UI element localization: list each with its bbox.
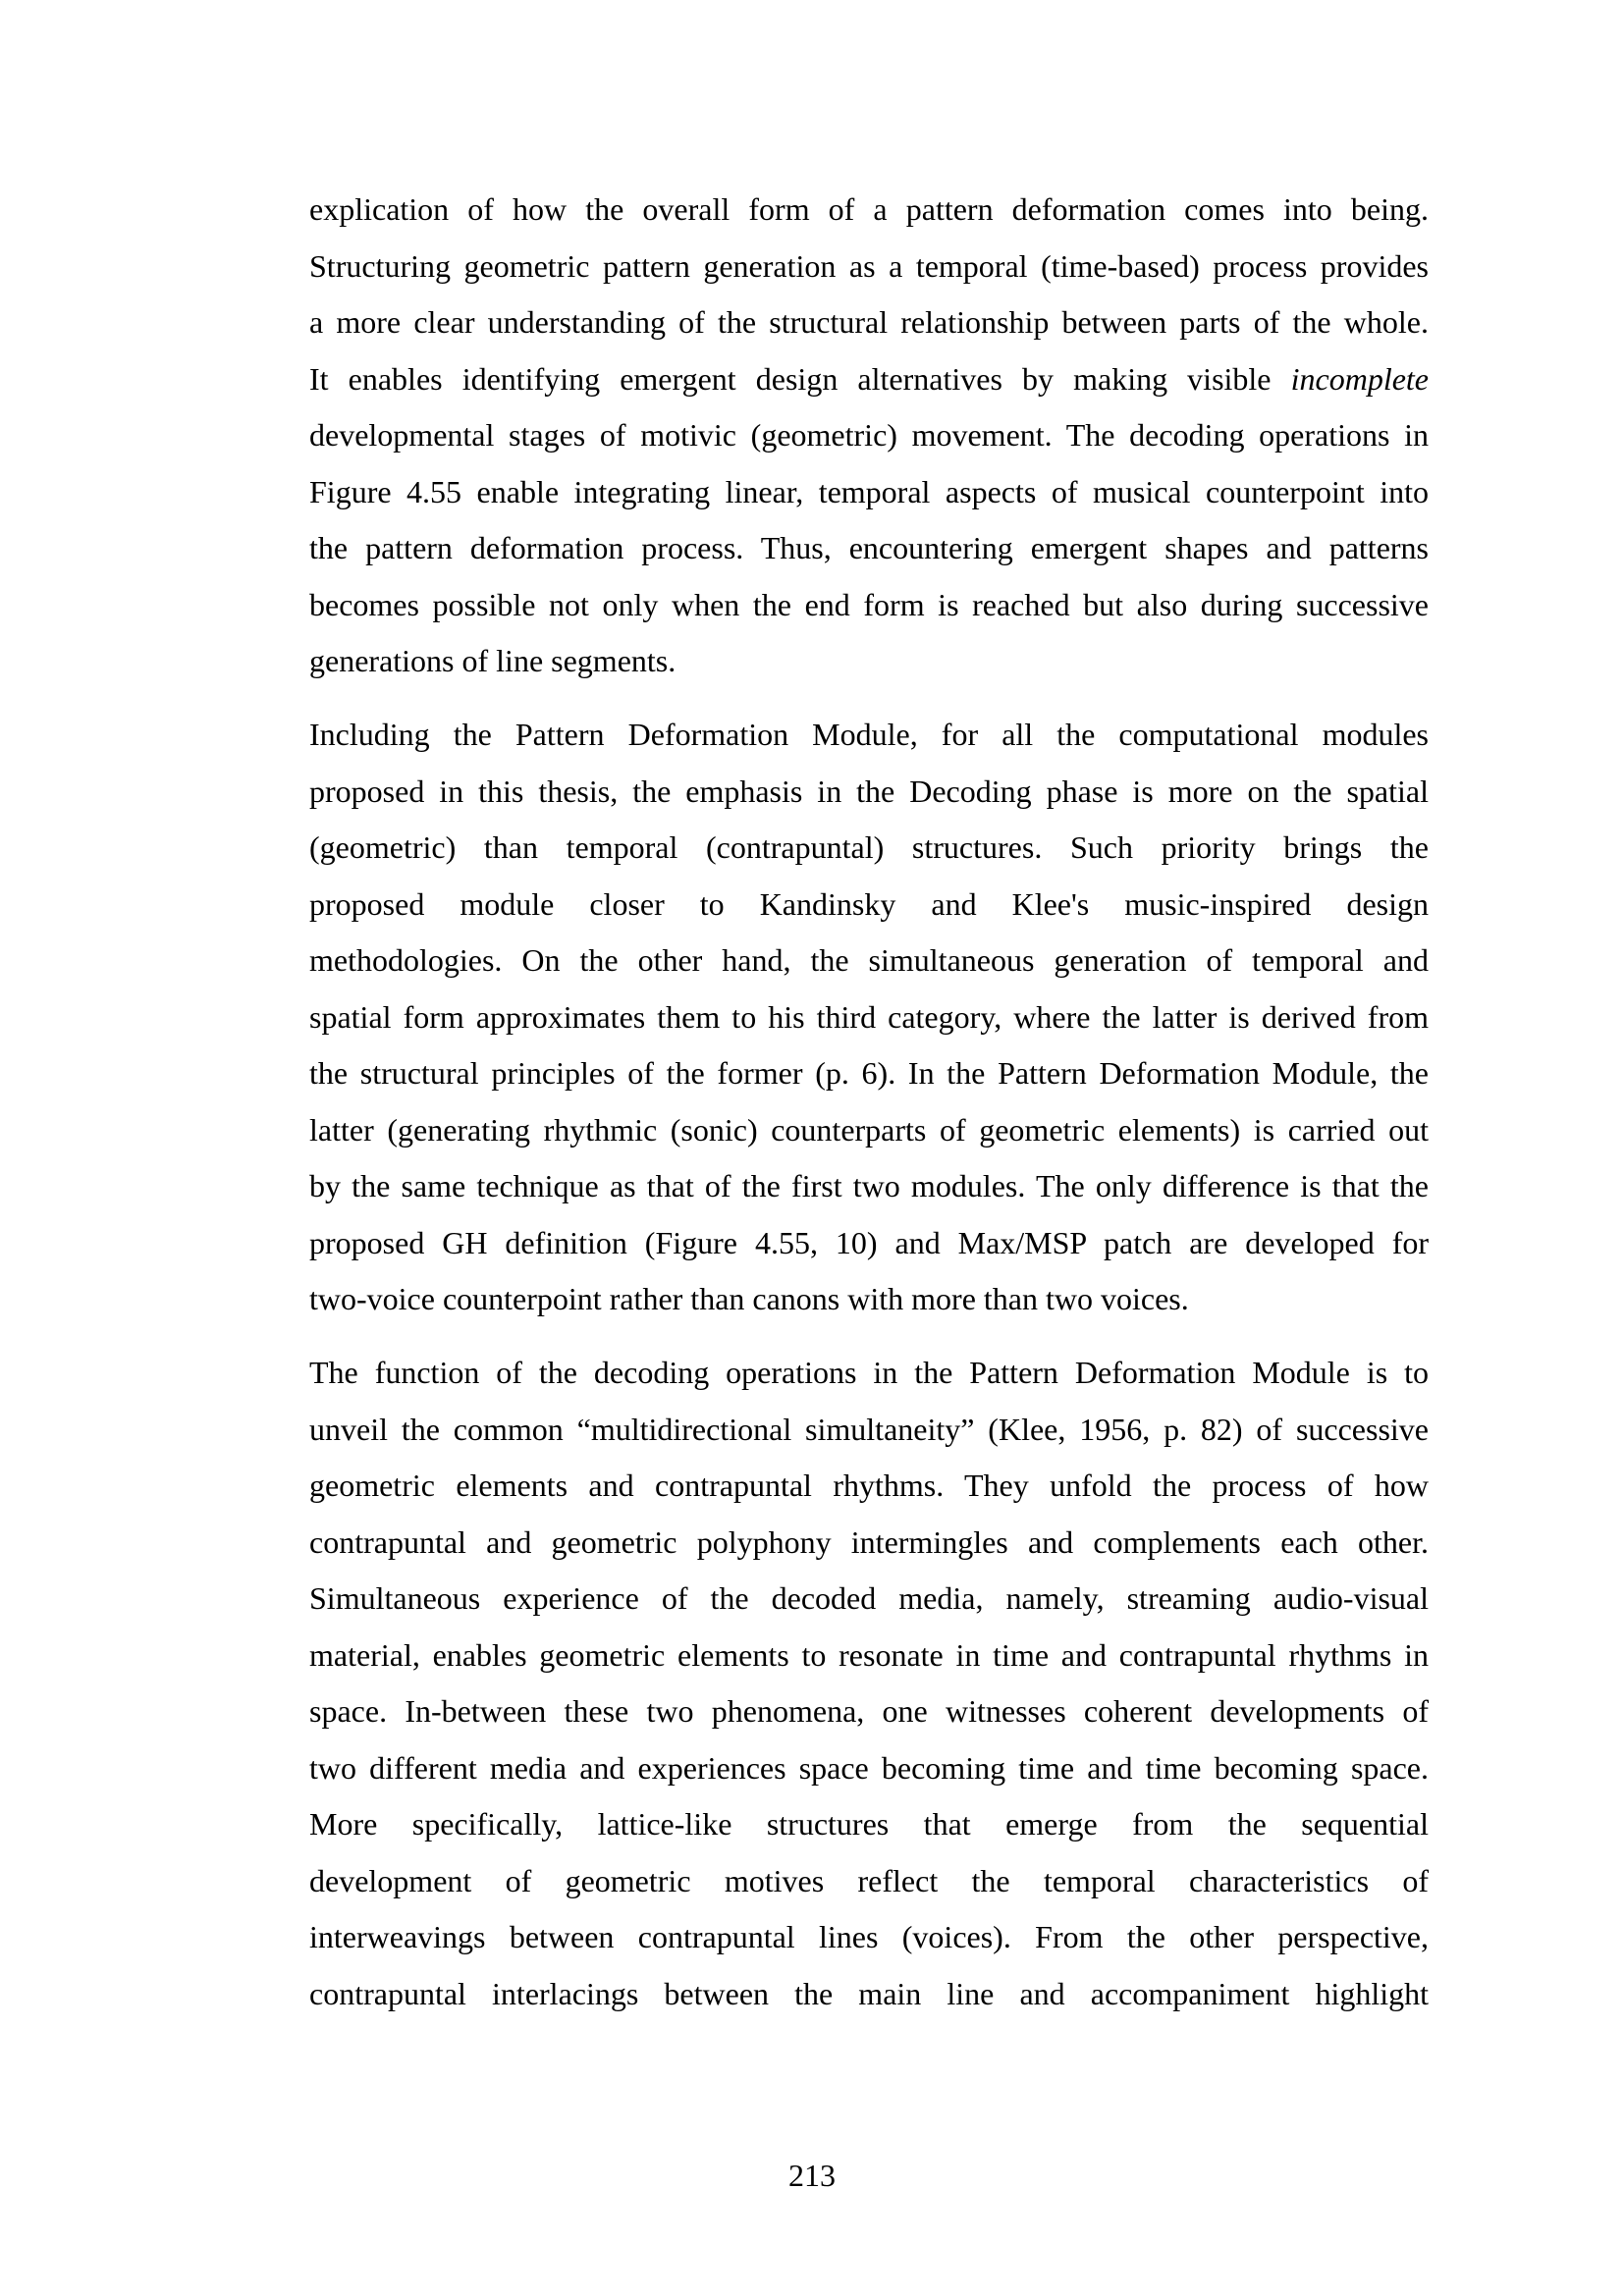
text-line: The function of the decoding operations in the Pattern Deformation Module is to	[309, 1355, 1429, 1390]
text-line: two different media and experiences space becoming time and time becoming space.	[309, 1750, 1429, 1786]
text-line: latter (generating rhythmic (sonic) counterparts of geometric elements) is carried out	[309, 1112, 1429, 1148]
text-line: space. In-between these two phenomena, one witnesses coherent developments of	[309, 1693, 1429, 1729]
page-number: 213	[788, 2158, 836, 2193]
text-line: two-voice counterpoint rather than canons with more than two voices.	[309, 1281, 1189, 1316]
text-segment: It enables identifying emergent design alternatives by making visible	[309, 361, 1291, 397]
text-line: a more clear understanding of the structural relationship between parts of the whole.	[309, 304, 1429, 340]
italic-word: incomplete	[1290, 361, 1429, 397]
text-line: contrapuntal interlacings between the main line and accompaniment highlight	[309, 1976, 1429, 2011]
text-line: methodologies. On the other hand, the simultaneous generation of temporal and	[309, 942, 1429, 978]
text-line: Including the Pattern Deformation Module, for all the computational modules	[309, 717, 1429, 752]
text-line: by the same technique as that of the first two modules. The only difference is that the	[309, 1168, 1429, 1203]
text-line: the pattern deformation process. Thus, encountering emergent shapes and patterns	[309, 530, 1429, 565]
text-line: developmental stages of motivic (geometric) movement. The decoding operations in	[309, 417, 1429, 453]
text-line: More specifically, lattice-like structures that emerge from the sequential	[309, 1806, 1429, 1842]
text-line: Simultaneous experience of the decoded media, namely, streaming audio-visual	[309, 1580, 1429, 1616]
text-line: Figure 4.55 enable integrating linear, temporal aspects of musical counterpoint into	[309, 474, 1429, 509]
text-line: explication of how the overall form of a pattern deformation comes into being.	[309, 191, 1429, 227]
text-line: proposed GH definition (Figure 4.55, 10) and Max/MSP patch are developed for	[309, 1225, 1429, 1260]
text-line: contrapuntal and geometric polyphony intermingles and complements each other.	[309, 1524, 1429, 1560]
text-line: geometric elements and contrapuntal rhythms. They unfold the process of how	[309, 1468, 1429, 1503]
text-line: generations of line segments.	[309, 643, 677, 678]
text-line: proposed in this thesis, the emphasis in the Decoding phase is more on the spatial	[309, 774, 1429, 809]
text-line: Structuring geometric pattern generation as a temporal (time-based) process provides	[309, 248, 1429, 284]
text-line	[309, 359, 1429, 399]
text-line: material, enables geometric elements to resonate in time and contrapuntal rhythms in	[309, 1637, 1429, 1673]
text-line: spatial form approximates them to his third category, where the latter is derived from	[309, 999, 1429, 1035]
text-line: proposed module closer to Kandinsky and Klee's music-inspired design	[309, 886, 1429, 922]
text-line: (geometric) than temporal (contrapuntal) structures. Such priority brings the	[309, 829, 1429, 865]
text-line: interweavings between contrapuntal lines (voices). From the other perspective,	[309, 1919, 1429, 1954]
text-line: becomes possible not only when the end form is reached but also during successive	[309, 587, 1429, 622]
text-line: development of geometric motives reflect the temporal characteristics of	[309, 1863, 1429, 1898]
text-line: the structural principles of the former (p. 6). In the Pattern Deformation Module, the	[309, 1055, 1429, 1091]
text-line: unveil the common “multidirectional simultaneity” (Klee, 1956, p. 82) of successive	[309, 1412, 1429, 1447]
